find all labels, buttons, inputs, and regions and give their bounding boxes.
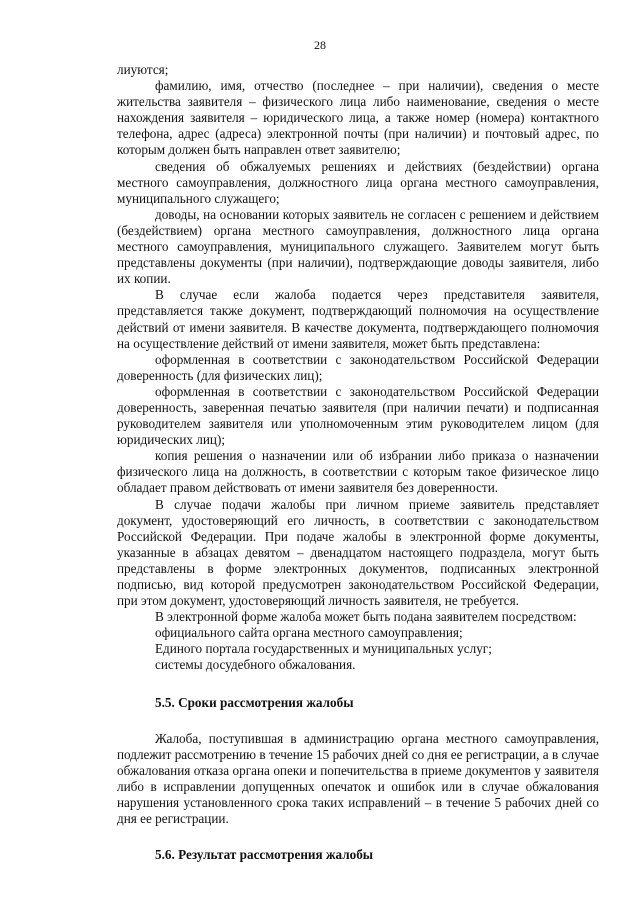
paragraph-appointment-decision: копия решения о назначении или об избрании либо приказа о назначении физического лица на должность, в соответствии с которым такое физическое лицо обладает правом действовать от имени заявителя без доверенности. — [117, 448, 599, 496]
section-heading-5-6: 5.6. Результат рассмотрения жалобы — [155, 847, 374, 863]
page-number: 28 — [314, 38, 326, 52]
paragraph-power-of-attorney-individual: оформленная в соответствии с законодательством Российской Федерации доверенность (для физических лиц); — [117, 351, 599, 383]
paragraph-unified-portal: Единого портала государственных и муниципальных услуг; — [155, 641, 492, 657]
paragraph-applicant-name: фамилию, имя, отчество (последнее – при наличии), сведения о месте жительства заявителя – физического лица либо наименование, сведения о месте нахождения заявителя – юридического лица, а также номер (номера) контактного телефона, адрес (адреса) электронной почты (при наличии) и почтовый адрес, по которым должен быть направлен ответ заявителю; — [117, 78, 599, 158]
paragraph-continuation: лиуются; — [117, 62, 169, 77]
paragraph-personal-reception: В случае подачи жалобы при личном приеме заявитель представляет документ, удостоверяющий его личность, в соответствии с законодательством Российской Федерации. При подаче жалобы в электронной форме документы, указанные в абзацах девятом – двенадцатом настоящего подраздела, могут быть представлены в форме электронных документов, подписанных электронной подписью, вид которой предусмотрен законодательством Российской Федерации, при этом документ, удостоверяющий личность заявителя, не требуется. — [117, 496, 599, 609]
paragraph-pretrial-system: системы досудебного обжалования. — [155, 657, 356, 673]
paragraph-review-terms: Жалоба, поступившая в администрацию органа местного самоуправления, подлежит рассмотрению в течение 15 рабочих дней со дня ее регистрации, а в случае обжалования отказа органа опеки и попечительства в приеме документов у заявителя либо в исправлении допущенных опечаток и ошибок или в случае обжалования нарушения установленного срока таких исправлений – в течение 5 рабочих дней со дня ее регистрации. — [117, 730, 599, 827]
paragraph-electronic-form: В электронной форме жалоба может быть подана заявителем посредством: — [155, 609, 577, 625]
paragraph-official-site: официального сайта органа местного самоуправления; — [155, 625, 463, 641]
paragraph-representative: В случае если жалоба подается через представителя заявителя, представляется также документ, подтверждающий полномочия на осуществление действий от имени заявителя. В качестве документа, подтверждающего полномочия на осуществление действий от имени заявителя, может быть представлена: — [117, 287, 599, 351]
paragraph-arguments: доводы, на основании которых заявитель не согласен с решением и действием (бездействием) органа местного самоуправления, должностного лица органа местного самоуправления, муниципального служащего. Заявителем могут быть представлены документы (при наличии), подтверждающие доводы заявителя, либо их копии. — [117, 206, 599, 287]
paragraph-appealed-decisions: сведения об обжалуемых решениях и действиях (бездействии) органа местного самоуправления, должностного лица органа местного самоуправления, муниципального служащего; — [117, 158, 599, 206]
section-heading-5-5: 5.5. Сроки рассмотрения жалобы — [155, 694, 354, 710]
paragraph-power-of-attorney-legal: оформленная в соответствии с законодательством Российской Федерации доверенность, заверенная печатью заявителя (при наличии печати) и подписанная руководителем заявителя или уполномоченным этим руководителем лицом (для юридических лиц); — [117, 383, 599, 448]
page-content — [117, 62, 599, 863]
